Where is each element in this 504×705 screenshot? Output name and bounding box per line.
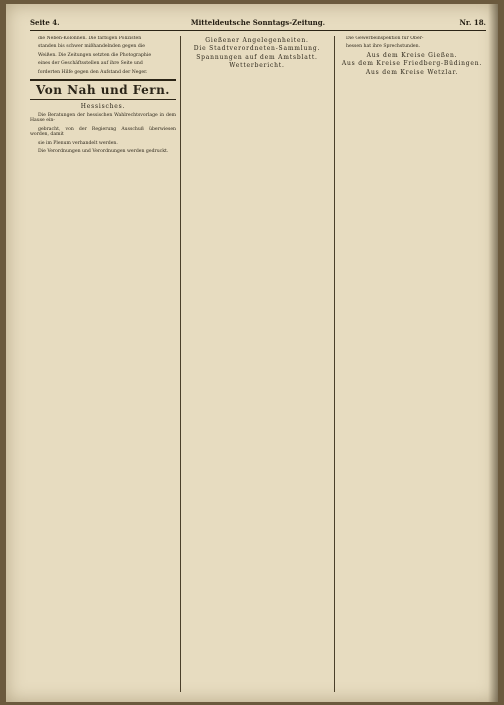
newspaper-title: Mitteldeutsche Sonntags-Zeitung. <box>190 18 326 27</box>
subheading: Spannungen auf dem Amtsblatt. <box>196 53 318 61</box>
paragraph: Weißen. Die Zeitungen setzten die Photographie <box>38 52 152 58</box>
paragraph: sie im Plenum verhandelt werden. <box>38 140 118 146</box>
paragraph: Die Gewerbeinspektion für Ober- <box>346 36 424 41</box>
section-title: Von Nah und Fern. <box>30 79 176 100</box>
subheading: Aus dem Kreise Wetzlar. <box>365 68 459 76</box>
issue-number: Nr. 18. <box>459 18 486 27</box>
paragraph: gebracht, von der Regierung Ausschuß überwiesen worden, damit <box>30 126 176 138</box>
subheading: Die Stadtverordneten-Sammlung. <box>193 45 321 53</box>
paragraph: die Neben-Kolonnen. Die farbigen Polizisten <box>38 36 142 41</box>
binding-shadow <box>488 4 498 702</box>
page-number: Seite 4. <box>30 18 60 27</box>
paragraph: Die Beratungen der hessischen Wahlrechtsvorlage in dem Hause ein- <box>30 112 176 124</box>
subheading: Aus dem Kreise Gießen. <box>366 51 458 59</box>
column-1 <box>30 36 176 694</box>
paragraph: Die Verordnungen und Verordnungen werden gedruckt. <box>38 148 169 154</box>
column-rule <box>180 36 181 692</box>
paragraph: eines der Geschäftsstellen auf ihre Seite und <box>38 61 143 67</box>
newspaper-page <box>6 4 498 702</box>
column-3 <box>338 36 486 694</box>
page-header <box>30 16 486 31</box>
column-rule <box>334 36 335 692</box>
paragraph: forderten Hilfe gegen den Aufstand der Neger. <box>38 69 148 75</box>
subheading: Wetterbericht. <box>229 62 285 70</box>
subheading: Gießener Angelegenheiten. <box>205 37 309 44</box>
section-subtitle: Hessisches. <box>80 103 126 111</box>
paragraph: standen bis schwer mißhandelnden gegen die <box>38 44 145 50</box>
paragraph: hessen hat ihre Sprechstunden. <box>346 44 421 50</box>
column-2 <box>184 36 330 694</box>
subheading: Aus dem Kreise Friedberg-Büdingen. <box>341 60 483 68</box>
